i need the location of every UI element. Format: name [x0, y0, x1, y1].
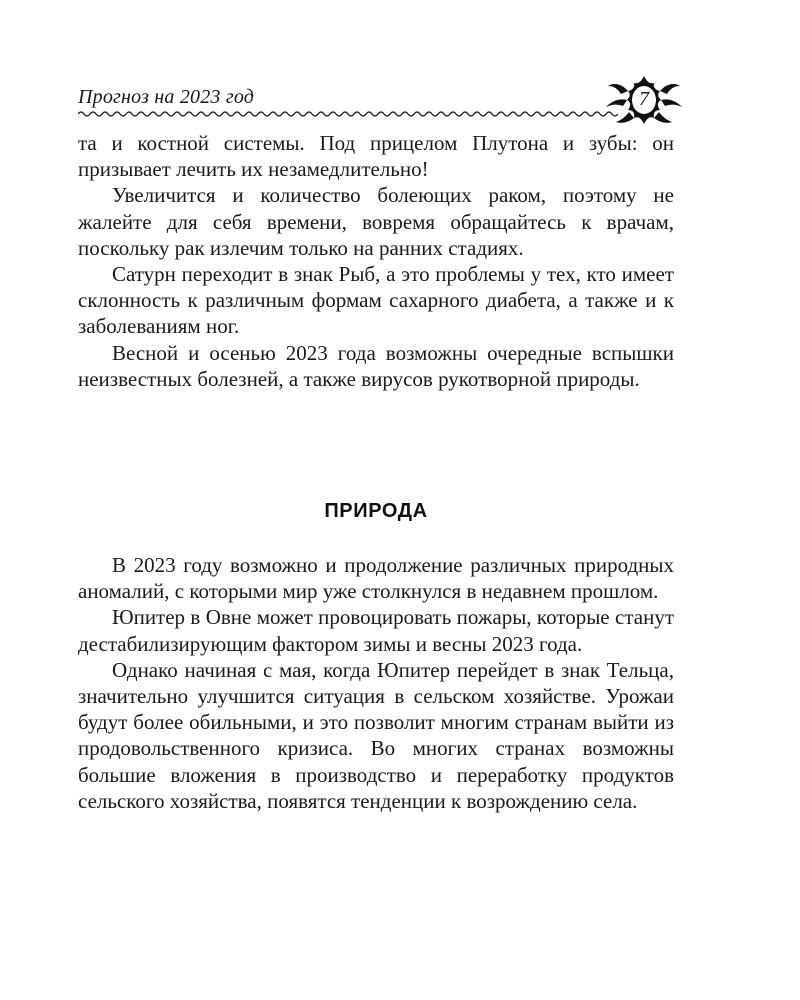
running-title: Прогноз на 2023 год — [78, 86, 255, 108]
paragraph: Весной и осенью 2023 года возможны очередные вспышки неизвестных болезней, а также вирусов рукотворной природы. — [78, 340, 674, 391]
body-text-top — [78, 130, 674, 392]
paragraph: Однако начиная с мая, когда Юпитер перейдет в знак Тельца, значительно улучшится ситуация в сельском хозяйстве. Урожаи будут более обильными, и это позволит многим странам выйти из продовольственного кризиса. Во многих странах возможны большие вложения в производство и переработку продуктов сельского хозяйства, появятся тенденции к возрождению села. — [78, 657, 674, 813]
section-heading: ПРИРОДА — [324, 500, 428, 522]
paragraph: Сатурн переходит в знак Рыб, а это проблемы у тех, кто имеет склонность к различным формам сахарного диабета, а также и к заболеваниям ног. — [78, 262, 674, 339]
paragraph: Увеличится и количество болеющих раком, поэтому не жалейте для себя времени, вовремя обращайтесь к врачам, поскольку рак излечим только на ранних стадиях. — [78, 183, 674, 260]
wavy-divider — [78, 110, 618, 118]
page-header — [78, 78, 690, 128]
page-number: 7 — [639, 88, 649, 110]
paragraph: Юпитер в Овне может провоцировать пожары, которые станут дестабилизирующим фактором зимы и весны 2023 года. — [78, 605, 674, 656]
body-text-section — [78, 552, 674, 814]
paragraph: В 2023 году возможно и продолжение различных природных аномалий, с которыми мир уже столкнулся в недавнем прошлом. — [78, 553, 674, 604]
paragraph-continuation: та и костной системы. Под прицелом Плутона и зубы: он призывает лечить их незамедлительно! — [78, 131, 674, 182]
